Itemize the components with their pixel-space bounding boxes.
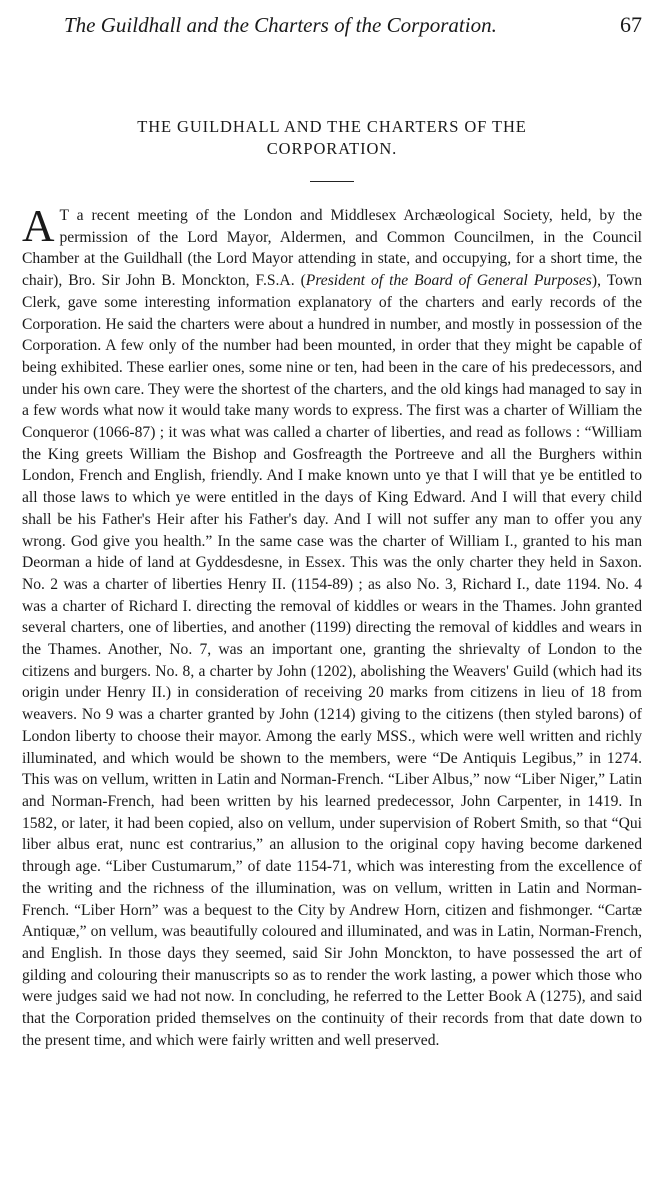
drop-cap: A [22,201,55,251]
body-text-part-1: T a recent meeting of the London and Middlesex Archæological Society, held, by the permission of the Lord Mayor, Aldermen, and Common Councilmen, in the Council Chamber at the Guildhall (the Lord Mayor attending in state, and occupying, for a short time, the chair), Bro. Sir John B. Monckton, F.S.A. ( [22,207,642,290]
body-text-italic: President of the Board of General Purposes [305,272,592,290]
article-title [22,116,642,160]
article-title-line-2: CORPORATION. [266,139,398,158]
body-text-part-2: ), Town Clerk, gave some interesting information explanatory of the charters and early records of the Corporation. He said the charters were about a hundred in number, and mostly in possession of the Corporation. A few only of the number had been mounted, in order that they might be capable of being exhibited. These earlier ones, some nine or ten, had been in the care of his predecessors, and under his own care. They were the shortest of the charters, and the old kings had managed to say in a few words what now it would take many words to express. The first was a charter of William the Conqueror (1066-87) ; it was what was called a charter of liberties, and read as follows : “William the King greets William the Bishop and Gosfreagth the Portreeve and all the Burghers within London, French and English, friendly. And I make known unto ye that I will that ye be entitled to all those laws to which ye were entitled in the days of King Edward. And I will that every child shall be his Father's Heir after his Father's day. And I will not suffer any man to offer you any wrong. God give you health.” In the same case was the charter of William I., granted to his man Deorman a hide of land at Gyddesdesne, in Essex. This was the only charter they held in Saxon. No. 2 was a charter of liberties Henry II. (1154-89) ; as also No. 3, Richard I., date 1194. No. 4 was a charter of Richard I. directing the removal of kiddles or wears in the Thames. John granted several charters, one of liberties, and another (1199) directing the removal of kiddles and wears in the Thames. Another, No. 7, was an important one, granting the shrievalty of London to the citizens and burgers. No. 8, a charter by John (1202), abolishing the Weavers' Guild (which had its origin under Henry II.) in consideration of receiving 20 marks from citizens in lieu of 18 from weavers. No 9 was a charter granted by John (1214) giving to the citizens (then styled barons) of London liberty to choose their mayor. Among the early MSS., which were well written and richly illuminated, and which would be shown to the members, were “De Antiquis Legibus,” in 1274. This was on vellum, written in Latin and Norman-French. “Liber Albus,” now “Liber Niger,” Latin and Norman-French, had been written by his learned predecessor, John Carpenter, in 1419. In 1582, or later, it had been copied, also on vellum, under supervision of Robert Smith, so that “Qui liber albus erat, nunc est contrarius,” an allusion to the original copy having become darkened through age. “Liber Custumarum,” of date 1154-71, which was interesting from the excellence of the writing and the richness of the illumination, was on vellum, written in Latin and Norman-French. “Liber Horn” was a bequest to the City by Andrew Horn, citizen and fishmonger. “Cartæ Antiquæ,” on vellum, was beautifully coloured and illuminated, and was in Latin, Norman-French, and English. In those days they seemed, said Sir John Monckton, to have possessed the art of gilding and colouring their manuscripts so as to render the work lasting, a power which those who were judges said we had not now. In concluding, he referred to the Letter Book A (1275), and said that the Corporation prided themselves on the continuity of their records from that date down to the present time, and which were fairly written and well preserved. [22,272,642,1049]
running-head-title: The Guildhall and the Charters of the Corporation. [64,13,497,37]
article-title-line-1: THE GUILDHALL AND THE CHARTERS OF THE [137,117,527,136]
article-body [22,201,642,1051]
title-divider [310,181,354,182]
running-head [22,12,642,38]
page-number: 67 [620,12,642,37]
